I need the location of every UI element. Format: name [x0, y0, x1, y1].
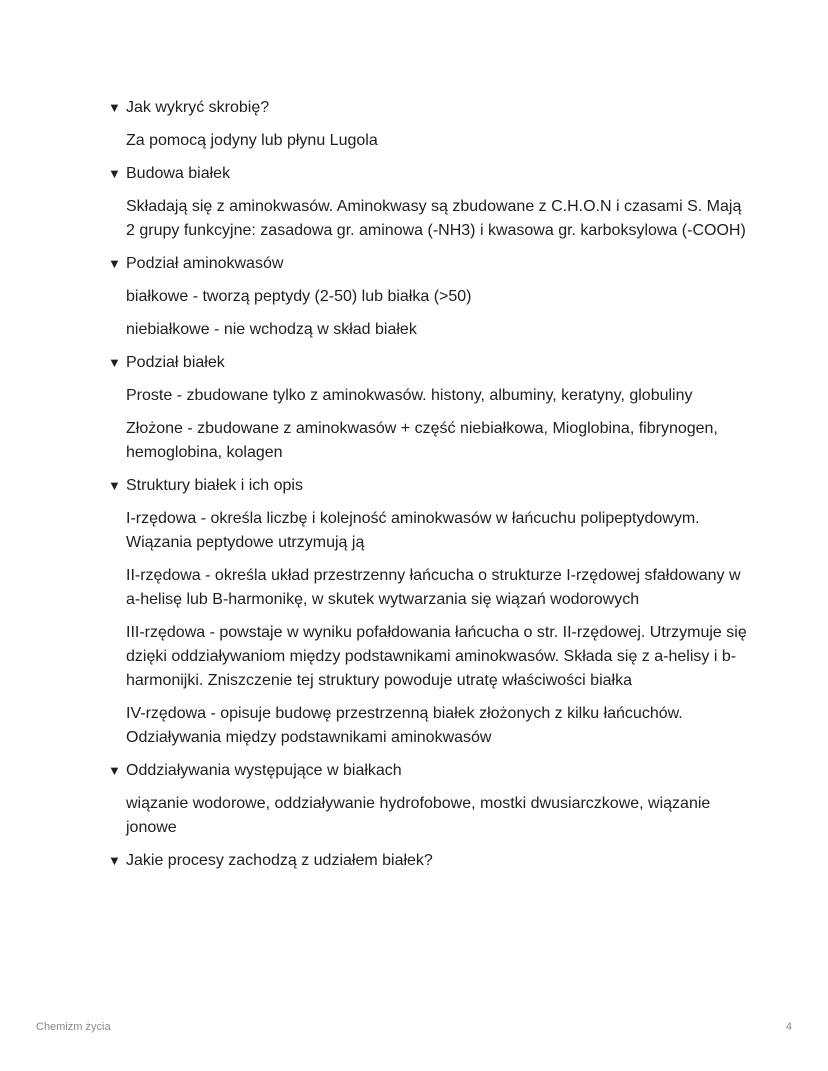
triangle-down-icon[interactable]: ▼: [108, 100, 121, 115]
toggle-body: [108, 384, 748, 465]
toggle-title: Jakie procesy zachodzą z udziałem białek?: [126, 852, 433, 869]
toggle-section: [108, 759, 748, 840]
toggle-section: [108, 96, 748, 153]
toggle-paragraph: I-rzędowa - określa liczbę i kolejność aminokwasów w łańcuchu polipeptydowym. Wiązania peptydowe utrzymują ją: [126, 510, 700, 551]
triangle-down-icon[interactable]: ▼: [108, 853, 121, 868]
toggle-body: [108, 507, 748, 750]
toggle-paragraph: Składają się z aminokwasów. Aminokwasy są zbudowane z C.H.O.N i czasami S. Mają 2 grupy funkcyjne: zasadowa gr. aminowa (-NH3) i kwasowa gr. karboksylowa (-COOH): [126, 198, 746, 239]
toggle-body: [108, 285, 748, 342]
toggle-paragraph: II-rzędowa - określa układ przestrzenny łańcucha o strukturze I-rzędowej sfałdowany w a-helisę lub B-harmonikę, w skutek wytwarzania się wiązań wodorowych: [126, 567, 741, 608]
toggle-title: Budowa białek: [126, 165, 231, 182]
footer-doc-title: Chemizm życia: [36, 1021, 111, 1033]
toggle-paragraph: białkowe - tworzą peptydy (2-50) lub białka (>50): [126, 288, 472, 305]
toggle-title: Podział białek: [126, 354, 225, 371]
toggle-body: [108, 129, 748, 153]
toggle-paragraph: wiązanie wodorowe, oddziaływanie hydrofobowe, mostki dwusiarczkowe, wiązanie jonowe: [126, 795, 711, 836]
toggle-body: [108, 792, 748, 840]
toggle-header[interactable]: [108, 759, 748, 783]
triangle-down-icon[interactable]: ▼: [108, 166, 121, 181]
toggle-section: [108, 351, 748, 465]
toggle-header[interactable]: [108, 162, 748, 186]
toggle-section: [108, 849, 748, 873]
toggle-paragraph: niebiałkowe - nie wchodzą w skład białek: [126, 321, 417, 338]
footer-page-number: 4: [785, 1021, 792, 1033]
toggle-section: [108, 474, 748, 750]
toggle-section: [108, 252, 748, 342]
triangle-down-icon[interactable]: ▼: [108, 355, 121, 370]
toggle-title: Jak wykryć skrobię?: [126, 99, 270, 116]
toggle-paragraph: Proste - zbudowane tylko z aminokwasów. histony, albuminy, keratyny, globuliny: [126, 387, 693, 404]
triangle-down-icon[interactable]: ▼: [108, 478, 121, 493]
toggle-header[interactable]: [108, 252, 748, 276]
toggle-header[interactable]: [108, 849, 748, 873]
toggle-section: [108, 162, 748, 243]
triangle-down-icon[interactable]: ▼: [108, 763, 121, 778]
toggle-list: [108, 96, 748, 873]
toggle-title: Oddziaływania występujące w białkach: [126, 762, 402, 779]
toggle-title: Struktury białek i ich opis: [126, 477, 303, 494]
toggle-paragraph: IV-rzędowa - opisuje budowę przestrzenną białek złożonych z kilku łańcuchów. Odziaływania między podstawnikami aminokwasów: [126, 705, 683, 746]
toggle-header[interactable]: [108, 351, 748, 375]
toggle-paragraph: Złożone - zbudowane z aminokwasów + część niebiałkowa, Mioglobina, fibrynogen, hemoglobina, kolagen: [126, 420, 718, 461]
toggle-header[interactable]: [108, 96, 748, 120]
toggle-paragraph: Za pomocą jodyny lub płynu Lugola: [126, 132, 378, 149]
toggle-paragraph: III-rzędowa - powstaje w wyniku pofałdowania łańcucha o str. II-rzędowej. Utrzymuje się dzięki oddziaływaniom między podstawnikami aminokwasów. Składa się z a-helisy i b-harmonijki. Zniszczenie tej struktury powoduje utratę właściwości białka: [126, 624, 747, 689]
triangle-down-icon[interactable]: ▼: [108, 256, 121, 271]
toggle-title: Podział aminokwasów: [126, 255, 284, 272]
toggle-body: [108, 195, 748, 243]
toggle-header[interactable]: [108, 474, 748, 498]
